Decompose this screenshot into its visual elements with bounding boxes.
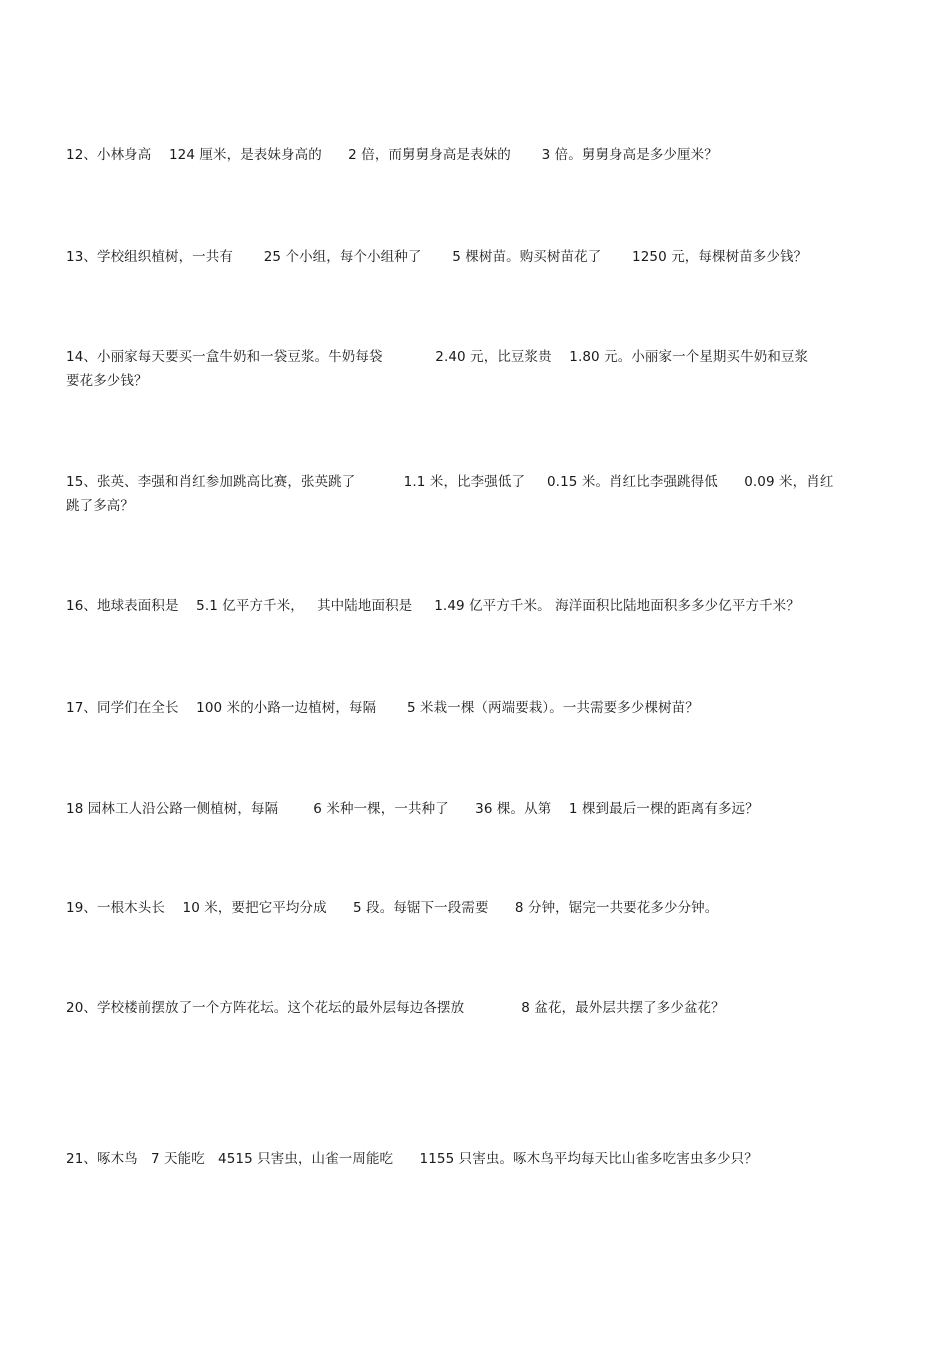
problem-17-line-1: 17、同学们在全长 100 米的小路一边植树，每隔 5 米栽一棵（两端要栽）。一共需要多少棵树苗？ bbox=[66, 700, 699, 716]
problem-13-line-1: 13、学校组织植树，一共有 25 个小组，每个小组种了 5 棵树苗。购买树苗花了 1250 元，每棵树苗多少钱？ bbox=[66, 249, 808, 265]
problem-14-line-1: 14、小丽家每天要买一盒牛奶和一袋豆浆。牛奶每袋 2.40 元，比豆浆贵 1.80 元。小丽家一个星期买牛奶和豆浆 bbox=[66, 349, 809, 365]
problem-18-line-1: 18 园林工人沿公路一侧植树，每隔 6 米种一棵，一共种了 36 棵。从第 1 棵到最后一棵的距离有多远？ bbox=[66, 801, 759, 817]
problem-15-line-2: 跳了多高？ bbox=[66, 498, 134, 514]
problem-12-line-1: 12、小林身高 124 厘米，是表妹身高的 2 倍，而舅舅身高是表妹的 3 倍。舅舅身高是多少厘米？ bbox=[66, 147, 718, 163]
problem-20-line-1: 20、学校楼前摆放了一个方阵花坛。这个花坛的最外层每边各摆放 8 盆花，最外层共摆了多少盆花？ bbox=[66, 1000, 725, 1016]
problem-15-line-1: 15、张英、李强和肖红参加跳高比赛，张英跳了 1.1 米，比李强低了 0.15 米。肖红比李强跳得低 0.09 米，肖红 bbox=[66, 474, 834, 490]
problem-21-line-1: 21、啄木鸟 7 天能吃 4515 只害虫，山雀一周能吃 1155 只害虫。啄木鸟平均每天比山雀多吃害虫多少只？ bbox=[66, 1151, 758, 1167]
problem-16-line-1: 16、地球表面积是 5.1 亿平方千米， 其中陆地面积是 1.49 亿平方千米。 海洋面积比陆地面积多多少亿平方千米？ bbox=[66, 598, 800, 614]
problem-19-line-1: 19、一根木头长 10 米，要把它平均分成 5 段。每锯下一段需要 8 分钟，锯完一共要花多少分钟。 bbox=[66, 900, 719, 916]
problem-14-line-2: 要花多少钱？ bbox=[66, 373, 148, 389]
